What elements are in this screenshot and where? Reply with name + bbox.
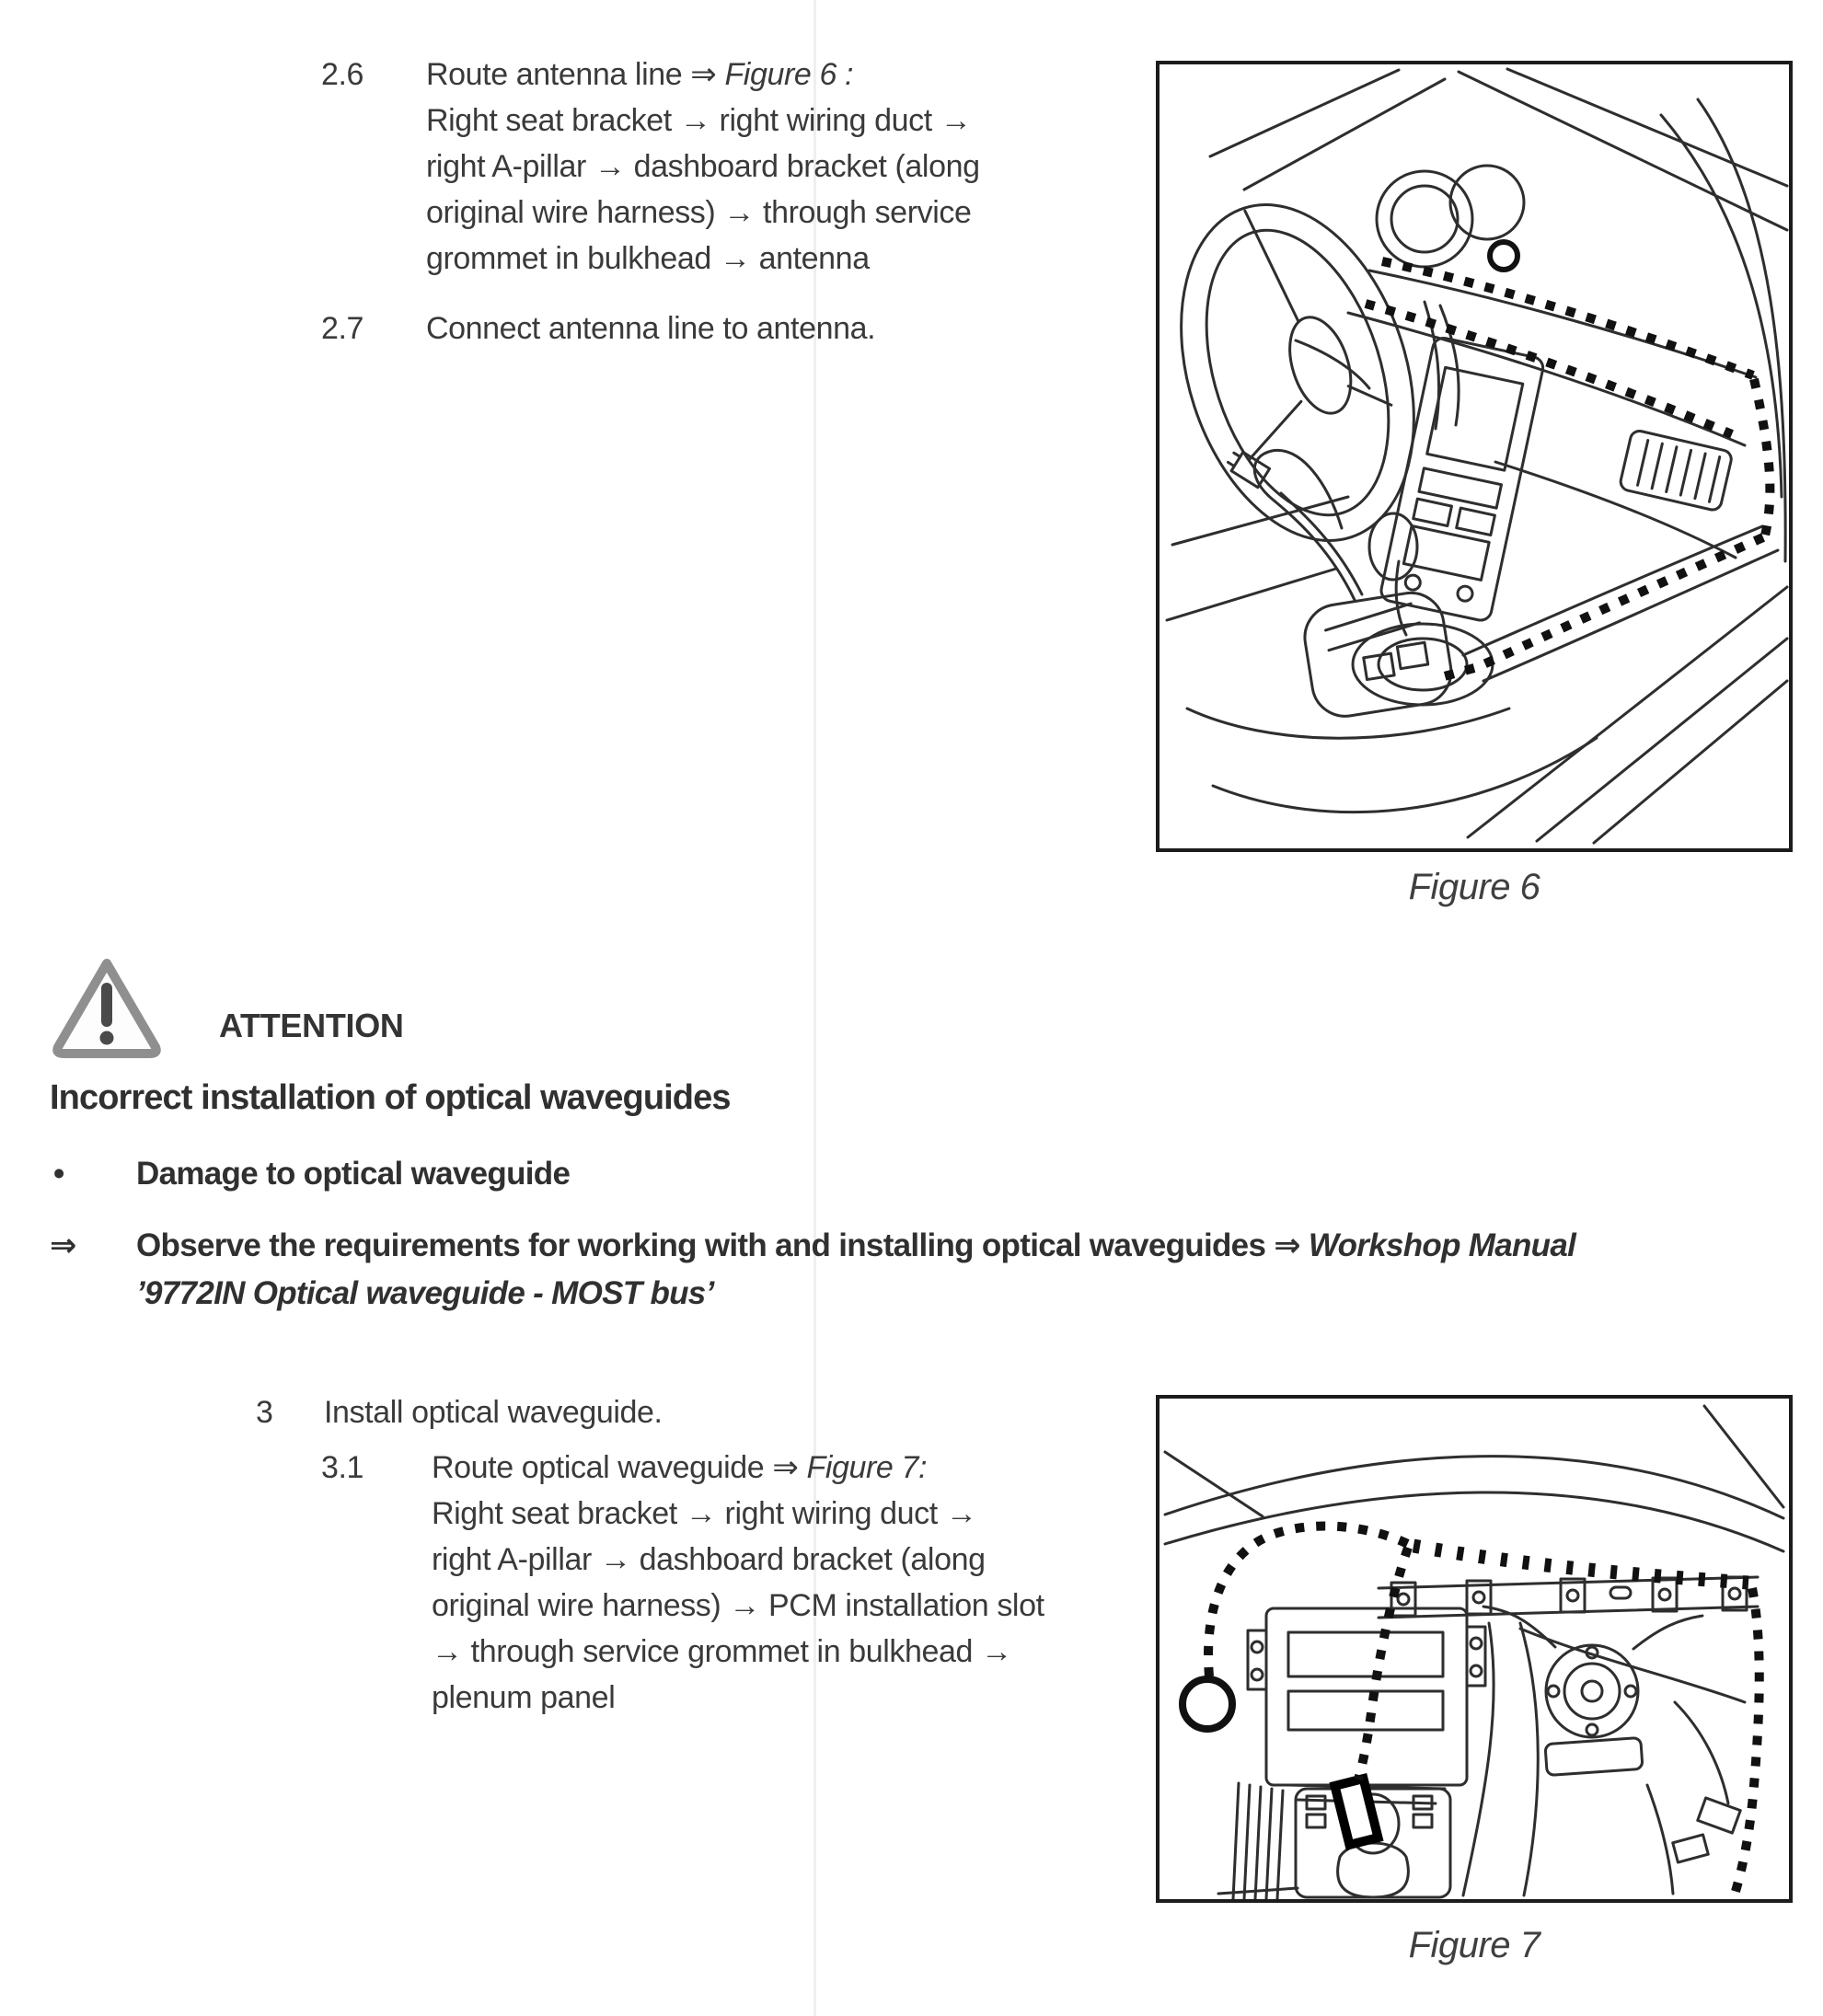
step-text: Install optical waveguide.: [324, 1395, 663, 1430]
step-text: [432, 1445, 1044, 1721]
windshield-lines: [1165, 1406, 1783, 1551]
double-arrow-marker: ⇒: [50, 1227, 76, 1263]
instruction-text: Observe the requirements for working with and installing optical waveguides: [136, 1227, 1275, 1263]
reference-arrow: ⇒: [772, 1450, 807, 1485]
air-vent: [1619, 429, 1733, 512]
step-number: 2.6: [321, 57, 364, 92]
reference-arrow: ⇒: [690, 57, 725, 92]
step-line-text: Route optical waveguide: [432, 1450, 773, 1485]
warning-instruction: [50, 1222, 1575, 1318]
step-3-1: [321, 1445, 1044, 1721]
step-line-text: :: [917, 1450, 928, 1485]
figure6-caption: Figure 6: [1408, 867, 1540, 907]
step-line: original wire harness) → through service: [426, 195, 972, 230]
warning-consequence: [53, 1150, 570, 1198]
warning-instruction-text: [136, 1222, 1575, 1318]
reference-arrow: ⇒: [1274, 1227, 1309, 1263]
ribbed-panel: [1218, 1783, 1298, 1899]
step-text: [426, 52, 980, 282]
step-line: right A-pillar → dashboard bracket (along: [426, 149, 980, 184]
step-text: Connect antenna line to antenna.: [426, 311, 876, 346]
figure-reference: Figure 7: [806, 1450, 918, 1485]
step-line-text: Route antenna line: [426, 57, 691, 92]
step-line: [432, 1445, 1044, 1491]
attention-label: ATTENTION: [219, 1007, 404, 1044]
wiring-harness: [1463, 1623, 1745, 1895]
instruction-line: [136, 1222, 1575, 1270]
instruction-line: ’9772IN Optical waveguide - MOST bus’: [136, 1275, 714, 1311]
figure6-illustration: [1160, 64, 1789, 848]
steering-wheel: [1160, 175, 1454, 571]
step-line: [426, 52, 980, 98]
step-number: 3.1: [321, 1450, 364, 1485]
warning-consequence-text: Damage to optical waveguide: [136, 1156, 571, 1192]
warning-triangle-icon: [50, 955, 164, 1062]
instrument-cluster: [1377, 166, 1524, 429]
antenna-module: [1300, 588, 1456, 720]
step-2-7: [321, 305, 875, 351]
workshop-manual-reference: Workshop Manual: [1308, 1227, 1576, 1263]
step-line: original wire harness) → PCM installation slot: [432, 1588, 1044, 1623]
step-line: plenum panel: [432, 1680, 616, 1715]
figure7-caption: Figure 7: [1408, 1925, 1540, 1965]
bullet-marker: •: [53, 1156, 64, 1192]
warning-heading: Incorrect installation of optical waveguides: [50, 1078, 731, 1117]
figure6-frame: [1156, 61, 1793, 852]
step-number: 2.7: [321, 311, 364, 346]
step-line: Right seat bracket → right wiring duct →: [426, 103, 972, 138]
grommet-ring: [1490, 242, 1517, 270]
figure-reference: Figure 6: [724, 57, 837, 92]
door-sill: [1463, 526, 1787, 843]
grommet-ring: [1183, 1679, 1232, 1729]
step-line: Right seat bracket → right wiring duct →: [432, 1496, 977, 1531]
windshield-lines: [1210, 69, 1787, 230]
step-3: [256, 1389, 663, 1435]
center-console-stack: [1379, 336, 1545, 622]
figure7-frame: [1156, 1395, 1793, 1903]
step-line-text: :: [836, 57, 854, 92]
step-line: → through service grommet in bulkhead →: [432, 1634, 1012, 1669]
step-2-6: [321, 52, 980, 282]
step-number: 3: [256, 1395, 273, 1430]
steering-column-unit: [1483, 1607, 1702, 1776]
step-line: grommet in bulkhead → antenna: [426, 241, 870, 276]
step-line: right A-pillar → dashboard bracket (along: [432, 1542, 986, 1577]
figure7-illustration: [1160, 1399, 1789, 1899]
